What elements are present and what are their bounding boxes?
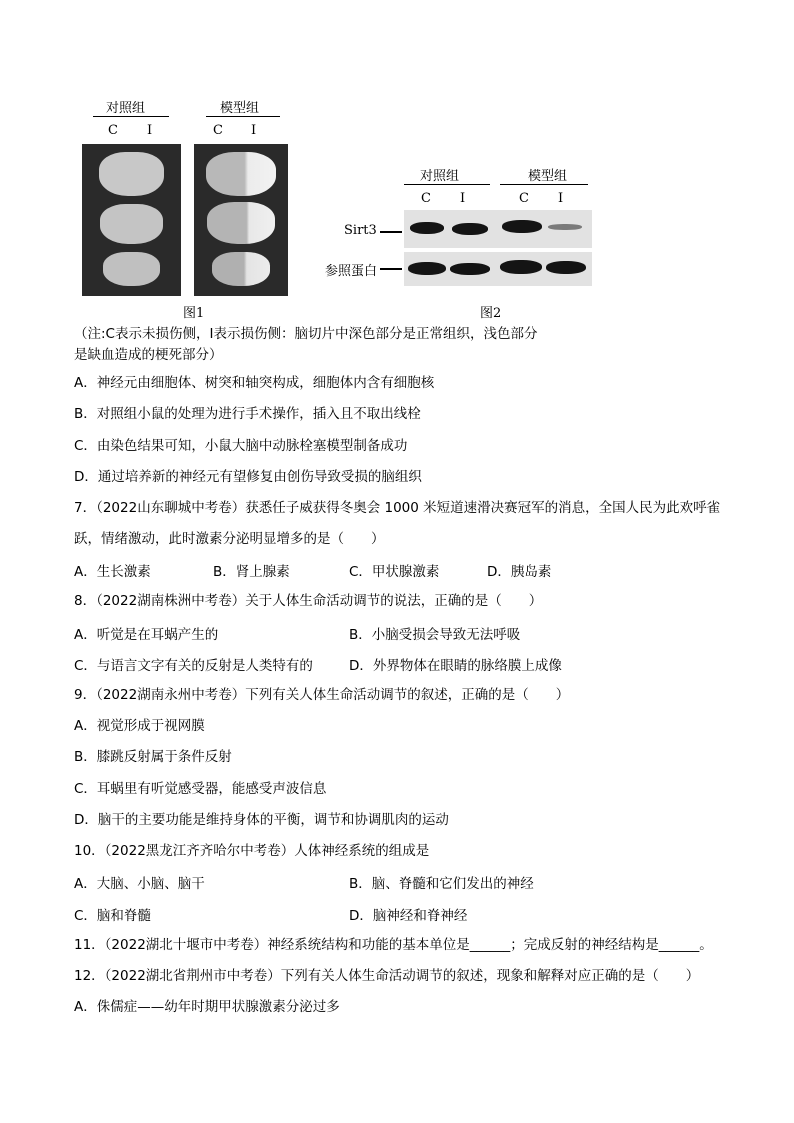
fig1-c-label-control: C bbox=[108, 123, 118, 138]
q12-option-a: A．侏儒症——幼年时期甲状腺激素分泌过多 bbox=[74, 999, 340, 1015]
q7-option-a: A．生长激素 bbox=[74, 564, 151, 580]
fig1-c-label-model: C bbox=[213, 123, 223, 138]
q9-option-c: C．耳蜗里有听觉感受器，能感受声波信息 bbox=[74, 781, 327, 797]
fig1-model-brain-image bbox=[194, 144, 288, 296]
brain-slice bbox=[103, 252, 160, 286]
q7-stem-line-1: 7．（2022山东聊城中考卷）获悉任子威获得冬奥会 1000 米短道速滑决赛冠军的消息，全国人民为此欢呼雀 bbox=[74, 500, 721, 516]
blot-band bbox=[502, 220, 542, 233]
brain-slice bbox=[212, 252, 270, 286]
fig1-control-brain-image bbox=[82, 144, 181, 296]
q7-option-b: B．肾上腺素 bbox=[213, 564, 290, 580]
q8-stem: 8．（2022湖南株洲中考卷）关于人体生命活动调节的说法，正确的是（ ） bbox=[74, 593, 543, 609]
q6-option-b: B．对照组小鼠的处理为进行手术操作，插入且不取出线栓 bbox=[74, 406, 421, 422]
blot-band bbox=[546, 261, 586, 274]
q10-option-c: C．脑和脊髓 bbox=[74, 908, 151, 924]
fig2-i-label-model: I bbox=[558, 191, 564, 206]
q10-option-b: B．脑、脊髓和它们发出的神经 bbox=[349, 876, 534, 892]
fig1-i-label-model: I bbox=[251, 123, 257, 138]
fig2-reference-blot bbox=[404, 252, 592, 286]
fig1-i-label-control: I bbox=[147, 123, 153, 138]
q10-stem: 10．（2022黑龙江齐齐哈尔中考卷）人体神经系统的组成是 bbox=[74, 843, 430, 859]
q7-stem-line-2: 跃，情绪激动，此时激素分泌明显增多的是（ ） bbox=[74, 531, 385, 547]
fig2-sirt3-pointer bbox=[380, 231, 402, 233]
q6-option-c: C．由染色结果可知，小鼠大脑中动脉栓塞模型制备成功 bbox=[74, 438, 408, 454]
q11-stem: 11．（2022湖北十堰市中考卷）神经系统结构和功能的基本单位是______；完成反射的神经结构是______。 bbox=[74, 937, 713, 953]
fig2-c-label-model: C bbox=[519, 191, 529, 206]
q10-option-d: D．脑神经和脊神经 bbox=[349, 908, 468, 924]
fig2-c-label-control: C bbox=[421, 191, 431, 206]
q10-option-a: A．大脑、小脑、脑干 bbox=[74, 876, 205, 892]
q6-option-a: A．神经元由细胞体、树突和轴突构成，细胞体内含有细胞核 bbox=[74, 375, 435, 391]
fig2-reference-protein-label: 参照蛋白 bbox=[325, 264, 378, 279]
blot-band bbox=[548, 224, 582, 230]
q8-option-a: A．听觉是在耳蜗产生的 bbox=[74, 627, 219, 643]
fig2-model-group-label: 模型组 bbox=[528, 169, 568, 184]
q8-option-d: D．外界物体在眼睛的脉络膜上成像 bbox=[349, 658, 562, 674]
fig2-caption: 图2 bbox=[480, 306, 502, 321]
q8-option-b: B．小脑受损会导致无法呼吸 bbox=[349, 627, 521, 643]
fig1-model-group-label: 模型组 bbox=[220, 101, 260, 116]
fig2-control-group-label: 对照组 bbox=[420, 169, 460, 184]
fig1-control-rule bbox=[93, 116, 169, 117]
fig1-model-rule bbox=[206, 116, 280, 117]
fig2-model-rule bbox=[500, 184, 588, 185]
q7-option-d: D．胰岛素 bbox=[487, 564, 552, 580]
blot-band bbox=[410, 222, 444, 234]
fig2-control-rule bbox=[404, 184, 490, 185]
q7-option-c: C．甲状腺激素 bbox=[349, 564, 440, 580]
blot-band bbox=[408, 262, 446, 275]
blot-band bbox=[450, 263, 490, 275]
fig2-sirt3-blot bbox=[404, 210, 592, 248]
q8-option-c: C．与语言文字有关的反射是人类特有的 bbox=[74, 658, 313, 674]
fig1-control-group-label: 对照组 bbox=[106, 101, 146, 116]
q9-stem: 9．（2022湖南永州中考卷）下列有关人体生命活动调节的叙述，正确的是（ ） bbox=[74, 687, 570, 703]
brain-slice bbox=[100, 204, 163, 244]
fig2-reference-pointer bbox=[380, 268, 402, 270]
q6-option-d: D．通过培养新的神经元有望修复由创伤导致受损的脑组织 bbox=[74, 469, 422, 485]
brain-slice bbox=[206, 152, 276, 196]
fig2-sirt3-label: Sirt3 bbox=[344, 223, 377, 238]
q9-option-a: A．视觉形成于视网膜 bbox=[74, 718, 205, 734]
fig1-caption: 图1 bbox=[183, 306, 205, 321]
q12-stem: 12．（2022湖北省荆州市中考卷）下列有关人体生命活动调节的叙述，现象和解释对应正确的是（ ） bbox=[74, 968, 700, 984]
figure-note-line-2: 是缺血造成的梗死部分） bbox=[74, 347, 223, 363]
q9-option-d: D．脑干的主要功能是维持身体的平衡，调节和协调肌肉的运动 bbox=[74, 812, 449, 828]
fig2-i-label-control: I bbox=[460, 191, 466, 206]
blot-band bbox=[452, 223, 488, 235]
brain-slice bbox=[99, 152, 164, 196]
brain-slice bbox=[207, 202, 275, 244]
figure-note-line-1: （注:C表示未损伤侧，Ⅰ表示损伤侧：脑切片中深色部分是正常组织，浅色部分 bbox=[74, 326, 538, 342]
blot-band bbox=[500, 260, 542, 274]
q9-option-b: B．膝跳反射属于条件反射 bbox=[74, 749, 232, 765]
